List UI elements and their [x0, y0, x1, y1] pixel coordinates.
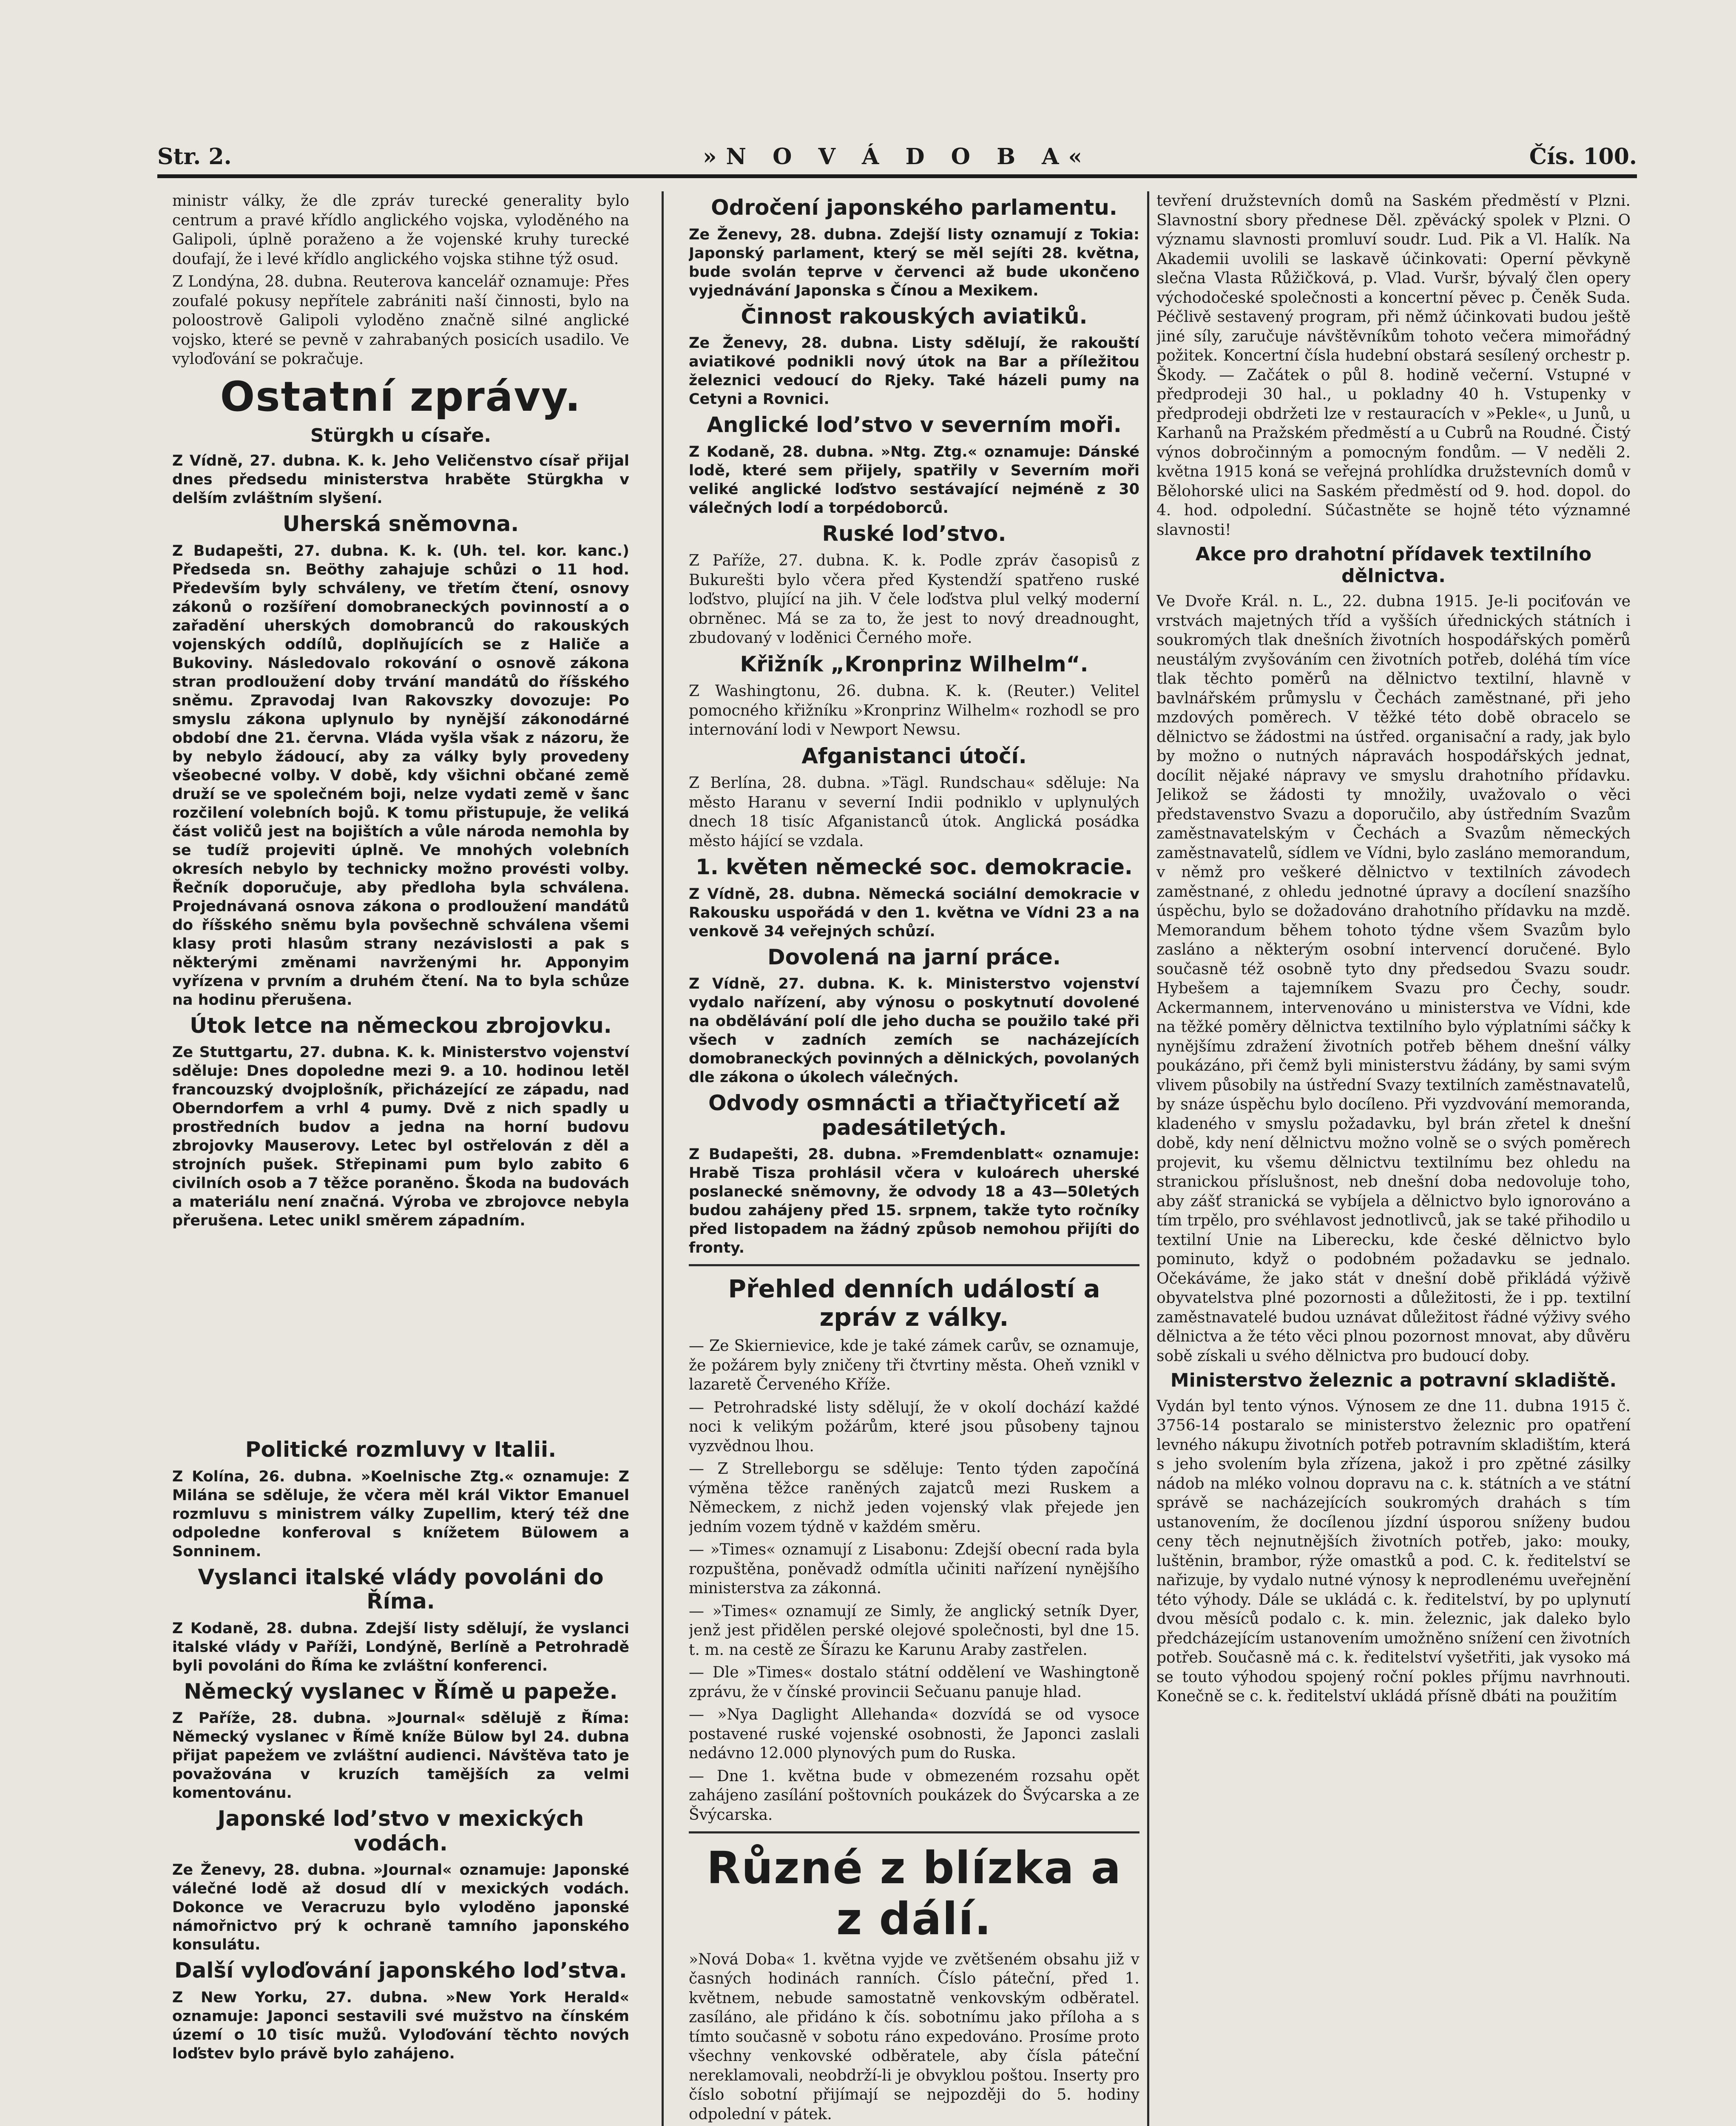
article-text: Z Vídně, 27. dubna. K. k. Jeho Veličenstvo císař přijal dnes předsedu ministerstva hraběte Stürgkha v delším zvláštním slyšení. — [172, 452, 629, 507]
article-text: Vydán byl tento výnos. Výnosem ze dne 11. dubna 1915 č. 3756-14 postaralo se ministerstvo železnic pro opatření levného nákupu životních potřeb potravním skladištím, která s jeho svolením byla zřízena, jakož i pro zpětné zásilky nádob na mléko volnou dopravu na c. k. státních a ve státní správě se nacházejících soukromých drahách s tím ustanovením, že docílenou jízdní úsporou sníženy budou ceny těch nejnutnějších životních potřeb, jako: mouky, luštěnin, brambor, rýže omastků a pod. C. k. ředitelství se nařizuje, by vydalo nutné výnosy k neprodlenému uveřejnění této výhody. Dále se ukládá c. k. ředitelství, by po uplynutí dvou měsíců podalo c. k. min. železnic, jak daleko bylo předcházejícím ustanovením umožněno snížení cen životních potřeb. Současně má c. k. ředitelství vyšetřiti, jak vysoko má se touto výhodou spojený roční pokles příjmu navrhnouti. Konečně se c. k. ředitelství ukládá přísně dbáti na použitím — [1156, 1397, 1631, 1705]
news-item: — Z Strelleborgu se sděluje: Tento týden započíná výměna těžce raněných zajatců mezi Ruskem a Německem, z nichž jeden vojenský vlak přejede jen jedním vozem týdně v každém směru. — [689, 1460, 1139, 1536]
section-heading: Ostatní zprávy. — [220, 372, 582, 421]
column-divider — [1147, 191, 1149, 2126]
news-item: — »Nya Daglight Allehanda« dozvídá se od vysoce postavené ruské vojenské osobnosti, že Japonci zaslali nedávno 12.000 plynových pum do Ruska. — [689, 1706, 1139, 1762]
article-heading: Afganistanci útočí. — [801, 743, 1027, 768]
article-heading: Odročení japonského parlamentu. — [711, 195, 1117, 220]
masthead-title: »N O V Á D O B A« — [703, 144, 1091, 170]
issue-number: Čís. 100. — [1529, 144, 1637, 170]
column-divider — [662, 191, 664, 2126]
divider — [689, 1831, 1139, 1833]
blank-space — [172, 1234, 629, 1433]
article-text: Z Budapešti, 27. dubna. K. k. (Uh. tel. kor. kanc.) Předseda sn. Beöthy zahajuje schůzi o 11 hod. Především byly schváleny, ve třetím čtení, osnovy zákonů o rozšíření domobraneckých povinností a o zařadění uherských domobranců do rakouských vojenských oddílů, doplňujících se z Haliče a Bukoviny. Následovalo rokování o osnově zákona stran prodloužení doby trvání mandátů do říšského sněmu. Zpravodaj Ivan Rakovszky dovozuje: Po smyslu zákona uplynulo by nynější zákonodárné období dne 21. června. Vláda vyšla však z názoru, že by nebylo žádoucí, aby za války byly provedeny všeobecné volby. V době, kdy všichni občané země druží se ve společném boji, nelze vydati země v šanc rozčilení volebních bojů. K tomu přistupuje, že veliká část voličů jest na bojištích a vůle národa nemohla by se tudíž projeviti úplně. Ve mnohých volebních okresích nebylo by technicky možno provésti volby. Řečník doporučuje, aby předloha byla schválena. Projednávaná osnova zákona o prodloužení mandátů do říšského sněmu byla povšechně schválena všemi klasy proti hlasům strany nezávislosti a pak s některými změnami navrženými hr. Apponyim vyřízena v prvním a druhém čtení. Na to byla schůze na hodinu přerušena. — [172, 542, 629, 1009]
article-text: Z New Yorku, 27. dubna. »New York Herald« oznamuje: Japonci sestavili své mužstvo na čínském území o 10 tisíc mužů. Vyloďování těchto nových loďstev bylo právě bylo zahájeno. — [172, 1989, 629, 2062]
article-text: tevření družstevních domů na Saském předměstí v Plzni. Slavnostní sbory přednese Děl. zpěvácký spolek v Plzni. O významu slavnosti promluví soudr. Lud. Pik a Vl. Halík. Na Akademii uvolili se laskavě účinkovati: Operní pěvkyně slečna Vlasta Růžičková, p. Vlad. Vuršr, bývalý člen opery východočeské společnosti a koncertní pěvec p. Čeněk Suda. Péčlivě sestavený program, při němž účinkovati budou ještě jiné síly, zaručuje návštěvníkům tohoto večera mimořádný požitek. Koncertní čísla hudební obstará sesílený orchestr p. Škody. — Začátek o půl 8. hodině večerní. Vstupné v předprodeji 30 hal., u pokladny 40 h. Vstupenky v předprodeji obdržeti lze v restauracích v »Pekle«, u Junů, u Karhanů na Pražském předměstí a u Cubrů na Roudné. Čistý výnos dobročinným a pomocným fondům. — V neděli 2. května 1915 koná se veřejná prohlídka družstevních domů v Bělohorské ulici na Saském předměstí od 9. hod. dopol. do 4. hod. odpolední. Súčastněte se hojně této významné slavnosti! — [1156, 192, 1631, 539]
article-text: Ze Ženevy, 28. dubna. Zdejší listy oznamují z Tokia: Japonský parlament, který se měl sejíti 28. května, bude svolán teprve v červenci až bude ukončeno vyjednávání Japonska s Čínou a Mexikem. — [689, 226, 1139, 299]
news-item: — Petrohradské listy sdělují, že v okolí dochází každé noci k velikým požárům, které jsou působeny tajnou vyzvědnou lhou. — [689, 1398, 1139, 1455]
article-heading: Japonské lodʼstvo v mexických vodách. — [217, 1806, 584, 1856]
divider — [689, 1264, 1139, 1266]
news-item: — Dle »Times« dostalo státní oddělení ve Washingtoně zprávu, že v čínské provincii Sečuanu panuje hlad. — [689, 1664, 1139, 1701]
article-text: Z Vídně, 27. dubna. K. k. Ministerstvo vojenství vydalo nařízení, aby výnosu o poskytnutí dovolené na obdělávání polí dle jeho ducha se použilo také při všech v zadních zemích se nacházejících domobraneckých povinných a dělnických, povolaných dle zákona o úkolech válečných. — [689, 975, 1139, 1086]
section-heading: Různé z blízka a z dálí. — [706, 1842, 1122, 1945]
article-text: Z Kodaně, 28. dubna. Zdejší listy sdělují, že vyslanci italské vlády v Paříži, Londýně, Berlíně a Petrohradě byli povoláni do Říma ke zvláštní konferenci. — [172, 1620, 629, 1674]
column-1 — [172, 191, 629, 2126]
news-item: — »Times« oznamují z Lisabonu: Zdejší obecní rada byla rozpuštěna, poněvadž odmítla učiniti nařízení nynějšího ministerstva za zákonná. — [689, 1541, 1139, 1597]
column-2 — [689, 191, 1139, 2126]
article-text: Z Budapešti, 28. dubna. »Fremdenblatt« oznamuje: Hrabě Tisza prohlásil včera v kuloárech uherské poslanecké sněmovny, že odvody 18 a 43—50letých budou zahájeny před 15. srpnem, takže tyto ročníky před listopadem na žádný způsob nemohou přijíti do fronty. — [689, 1146, 1139, 1256]
article-heading: Vyslanci italské vlády povoláni do Říma. — [198, 1564, 604, 1614]
news-item: — Ze Skiernievice, kde je také zámek carův, se oznamuje, že požárem byly zničeny tři čtvrtiny města. Oheň vznikl v lazaretě Červeného Kříže. — [689, 1337, 1139, 1394]
article-text: Z Washingtonu, 26. dubna. K. k. (Reuter.) Velitel pomocného křižníku »Kronprinz Wilhelm« rozhodl se pro internování lodi v Newport Newsu. — [689, 682, 1139, 739]
article-heading: Politické rozmluvy v Italii. — [245, 1437, 557, 1462]
article-text: Z Vídně, 28. dubna. Německá sociální demokracie v Rakousku uspořádá v den 1. května ve Vídni 23 a na venkově 34 veřejných schůzí. — [689, 885, 1139, 940]
page-header — [157, 140, 1637, 178]
article-text: Z Berlína, 28. dubna. »Tägl. Rundschau« sděluje: Na město Haranu v severní Indii podniklo v uplynulých dnech 18 tisíc Afganistanců útok. Anglická posádka město hájící se vzdala. — [689, 774, 1139, 850]
article-heading: Křižník „Kronprinz Wilhelm“. — [740, 651, 1088, 676]
article-text: Z Paříže, 28. dubna. »Journal« sdělujě z Říma: Německý vyslanec v Římě kníže Bülow byl 24. dubna přijat papežem ve zvláštní audienci. Návštěva tato je považována v kruzích tamějších za velmi komentovánu. — [172, 1710, 629, 1802]
article-text: ministr války, že dle zpráv turecké generality bylo centrum a pravé křídlo anglického vojska, vyloděného na Galipoli, úplně poraženo a že vojenské kruhy turecké doufají, že i levé křídlo anglického vojska stihne týž osud. — [172, 192, 629, 268]
section-heading: Přehled denních událostí a zpráv z války. — [728, 1274, 1100, 1332]
article-text: Ze Ženevy, 28. dubna. Listy sdělují, že rakouští aviatikové podnikli nový útok na Bar a příležitou železnici vedoucí do Rjeky. Také házeli pumy na Cetyni a Rovnici. — [689, 335, 1139, 408]
article-heading: Uherská sněmovna. — [282, 512, 519, 537]
article-text: Z Kolína, 26. dubna. »Koelnische Ztg.« oznamuje: Z Milána se sděluje, že včera měl král Viktor Emanuel rozmluvu s ministrem války Zupellim, který též dne odpoledne konferoval s knížetem Bülowem a Sonninem. — [172, 1468, 629, 1560]
article-text: Ve Dvoře Král. n. L., 22. dubna 1915. Je-li pociťován ve vrstvách majetných tříd a vyšších úřednických státních i soukromých tlak dnešních životních hospodářských poměrů neustálým zvyšováním cen životních potřeb, doléhá tím více tlak těchto poměrů na dělnictvo textilní, hlavně v bavlnářském průmyslu v Čechách zaměstnané, při jeho mzdových poměrech. V těžké této době obracelo se dělnictvo se žádostmi na ústřed. organisační a rady, jak bylo by možno o nutných nápravách hospodářských jednat, docílit nějaké nápravy ve smyslu drahotního přídavku. Jelikož se žádosti ty množily, uvažovalo o věci představenstvo Svazu a doporučilo, aby ústředním Svazům zaměstnavatelským v Čechách a Svazům německých zaměstnavatelů, sídlem ve Vídni, bylo zasláno memorandum, v němž pro veškeré dělnictvo v textilních závodech zaměstnané, z ohledu jednotné úpravy a docílení snazšího úspěchu, bylo se dožadováno drahotního přídavku na mzdě. Memorandum během tohoto týdne všem Svazům bylo zasláno a některým osobní intervencí doručené. Bylo současně též osobně tyto dny předsedou Svazu soudr. Hybešem a tajemníkem Svazu pro Čechy, soudr. Ackermannem, intervenováno u ministerstva ve Vídni, kde na těžké poměry dělnictva textilního bylo výplatními sáčky k nynějšímu zdražení životních potřeb během dnešní války poukázáno, při čemž byli ministerstvu žádány, by sami svým vlivem působily na ústřední Svazy textilních zaměstnavatelů, by snáze úspěchu bylo docíleno. Při vyzdvování memoranda, kladeného v smyslu požadavku, byl brán zřetel k dnešní době, kdy není dělnictvu možno volně se o svých poměrech projevit, ku všemu dělnictvu textilnímu bez ohledu na stranickou příslušnost, neb dnešní doba nedovoluje toho, aby zášť stranická se vybíjela a dělnictvo bylo ignorováno a tím trpělo, pro svéhlavost jednotlivců, jak se také přihodilo u textilní Unie na Liberecku, kde české dělnictvo bylo pominuto, když o podobném požadavku se jednalo. Očekáváme, že jako stát v dnešní době přikládá výživě obyvatelstva plné pozornosti a důležitosti, že i pp. textilní zaměstnavatelé budou uznávat důležitost řádné výživy svého dělnictva a že této věci plnou pozornost mnovat, aby důvěru sobě získali u svého dělnictva pro budoucí doby. — [1156, 593, 1631, 1365]
article-heading: Stürgkh u císaře. — [310, 424, 492, 446]
article-text: »Nová Doba« 1. května vyjde ve zvětšeném obsahu již v časných hodinách ranních. Číslo páteční, před 1. květnem, nebude samostatně venkovským odběratel. zasíláno, ale přidáno k čís. sobotnímu jako příloha a s tímto současně v sobotu ráno expedováno. Prosíme proto všechny venkovské odběratele, aby čísla páteční nereklamovali, neobdrží-li je obvyklou poštou. Inserty pro číslo sobotní přijímají se nejpozději do 5. hodiny odpolední v pátek. — [689, 1950, 1139, 2123]
news-item: — »Times« oznamují ze Simly, že anglický setník Dyer, jenž jest přidělen perské olejové společnosti, byl dne 15. t. m. na cestě ze Šírazu ke Karunu Araby zastřelen. — [689, 1602, 1139, 1659]
article-heading: Útok letce na německou zbrojovku. — [190, 1013, 612, 1038]
article-text: Ze Stuttgartu, 27. dubna. K. k. Ministerstvo vojenství sděluje: Dnes dopoledne mezi 9. a 10. hodinou letěl francouzský dvojplošník, přicházející ze západu, nad Oberndorfem a vrhl 4 pumy. Dvě z nich spadly u prostředních budov a jedna na horní budovu zbrojovky Mauserovy. Letec byl ostřelován z děl a strojních pušek. Střepinami pum bylo zabito 6 civilních osob a 7 těžce poraněno. Škoda na budovách a materiálu není značná. Výroba ve zbrojovce nebyla přerušena. Letec unikl směrem západním. — [172, 1044, 629, 1230]
article-text: Z Paříže, 27. dubna. K. k. Podle zpráv časopisů z Bukurešti bylo včera před Kystendží spatřeno ruské loďstvo, plující na jih. V čele loďstva plul velký moderní obrněnec. Má se za to, že jest to nový dreadnought, zbudovaný v loděnici Černého moře. — [689, 552, 1139, 647]
article-heading: Další vyloďování japonského lodʼstva. — [174, 1958, 627, 1983]
article-heading: Odvody osmnácti a třiačtyřicetí až padesátiletých. — [708, 1091, 1120, 1140]
article-heading: Akce pro drahotní přídavek textilního dělnictva. — [1195, 543, 1592, 587]
article-heading: Dovolená na jarní práce. — [767, 944, 1061, 969]
news-item: — Dne 1. května bude v obmezeném rozsahu opět zahájeno zasílání poštovních poukázek do Švýcarska a ze Švýcarska. — [689, 1767, 1139, 1824]
column-3 — [1156, 191, 1631, 2126]
article-text: Z Londýna, 28. dubna. Reuterova kancelář oznamuje: Přes zoufalé pokusy nepřítele zabrániti naší činnosti, bylo na poloostrově Galipoli vyloděno značně silné anglické vojsko, které se pevně v zahrabaných posicích usadilo. Ve vyloďování se pokračuje. — [172, 273, 629, 368]
article-text: Ze Ženevy, 28. dubna. »Journal« oznamuje: Japonské válečné lodě až dosud dlí v mexických vodách. Dokonce ve Veracruzu bylo vyloděno japonské námořnictvo prý k ochraně tamního japonského konsulátu. — [172, 1862, 629, 1954]
article-heading: Německý vyslanec v Římě u papeže. — [184, 1679, 618, 1704]
page-number: Str. 2. — [157, 144, 232, 170]
article-heading: Ministerstvo železnic a potravní skladiště. — [1170, 1370, 1617, 1392]
article-heading: 1. květen německé soc. demokracie. — [696, 855, 1133, 879]
article-heading: Činnost rakouských aviatiků. — [741, 304, 1088, 329]
article-heading: Ruské lodʼstvo. — [822, 521, 1006, 546]
article-text: Z Kodaně, 28. dubna. »Ntg. Ztg.« oznamuje: Dánské lodě, které sem přijely, spatřily v Severním moři veliké anglické loďstvo sestávající nejméně z 30 válečných lodí a torpédoborců. — [689, 443, 1139, 517]
article-heading: Anglické lodʼstvo v severním moři. — [707, 412, 1122, 437]
